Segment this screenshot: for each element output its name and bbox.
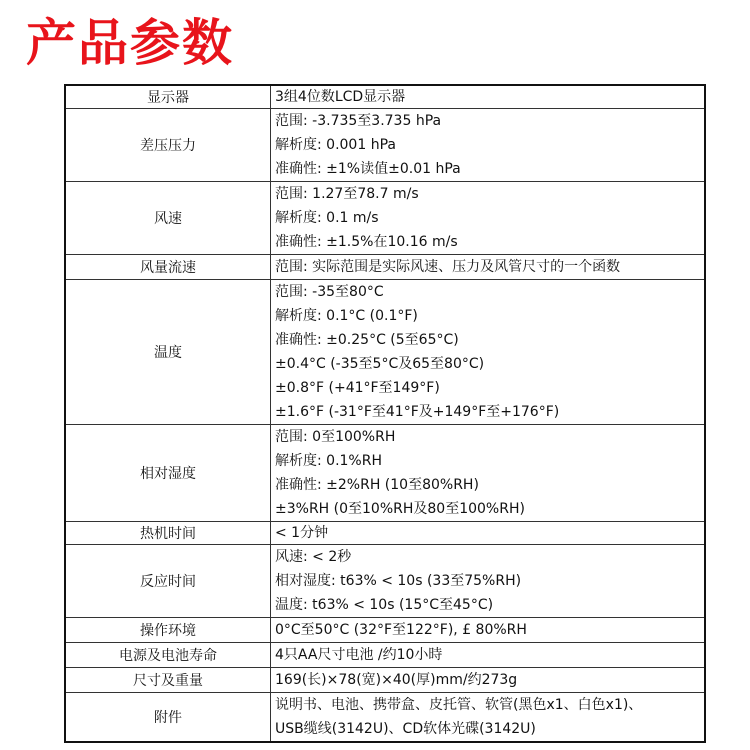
table-row — [65, 109, 705, 182]
row-label: 热机时间 — [65, 522, 271, 545]
spec-table — [64, 84, 706, 743]
value-line: 解析度: 0.1°C (0.1°F) — [275, 308, 418, 324]
table-row — [65, 693, 705, 743]
table-row — [65, 280, 705, 425]
value-line: 范围: -35至80°C — [275, 284, 384, 300]
table-row — [65, 643, 705, 668]
table-row — [65, 425, 705, 522]
value-line: 温度: t63% < 10s (15°C至45°C) — [275, 597, 494, 613]
value-line: 风速: < 2秒 — [275, 549, 352, 565]
value-line: ±1.6°F (-31°F至41°F及+149°F至+176°F) — [275, 404, 560, 420]
table-row — [65, 618, 705, 643]
value-line: < 1分钟 — [275, 525, 329, 541]
row-value — [271, 255, 706, 280]
value-line: 准确性: ±1%读值±0.01 hPa — [275, 161, 461, 177]
value-line: 相对湿度: t63% < 10s (33至75%RH) — [275, 573, 522, 589]
row-label: 温度 — [65, 280, 271, 425]
value-line: 范围: -3.735至3.735 hPa — [275, 113, 442, 129]
value-line: 范围: 0至100%RH — [275, 429, 396, 445]
row-label: 附件 — [65, 693, 271, 743]
page-title: 产品参数 — [26, 13, 234, 72]
row-value — [271, 280, 706, 425]
table-row — [65, 255, 705, 280]
row-label: 显示器 — [65, 85, 271, 109]
value-line: ±0.4°C (-35至5°C及65至80°C) — [275, 356, 485, 372]
table-row — [65, 85, 705, 109]
row-label: 差压压力 — [65, 109, 271, 182]
row-value — [271, 693, 706, 743]
value-line: 说明书、电池、携带盒、皮托管、软管(黑色x1、白色x1)、 — [275, 697, 643, 713]
value-line: 准确性: ±2%RH (10至80%RH) — [275, 477, 479, 493]
value-line: 4只AA尺寸电池 /约10小時 — [275, 647, 443, 663]
row-value — [271, 109, 706, 182]
value-line: 范围: 1.27至78.7 m/s — [275, 186, 419, 202]
row-label: 尺寸及重量 — [65, 668, 271, 693]
row-value — [271, 522, 706, 545]
value-line: 准确性: ±1.5%在10.16 m/s — [275, 234, 458, 250]
row-value — [271, 618, 706, 643]
table-row — [65, 522, 705, 545]
spec-table-body — [65, 85, 705, 742]
table-row — [65, 545, 705, 618]
value-line: ±0.8°F (+41°F至149°F) — [275, 380, 440, 396]
value-line: 0°C至50°C (32°F至122°F), £ 80%RH — [275, 622, 527, 638]
value-line: 解析度: 0.001 hPa — [275, 137, 396, 153]
row-label: 电源及电池寿命 — [65, 643, 271, 668]
value-line: ±3%RH (0至10%RH及80至100%RH) — [275, 501, 525, 517]
row-value — [271, 182, 706, 255]
value-line: 解析度: 0.1 m/s — [275, 210, 379, 226]
row-label: 风量流速 — [65, 255, 271, 280]
table-row — [65, 668, 705, 693]
value-line: USB缆线(3142U)、CD软体光碟(3142U) — [275, 721, 536, 737]
value-line: 范围: 实际范围是实际风速、压力及风管尺寸的一个函数 — [275, 259, 621, 275]
value-line: 169(长)×78(宽)×40(厚)mm/约273g — [275, 672, 518, 688]
row-value — [271, 668, 706, 693]
row-label: 操作环境 — [65, 618, 271, 643]
row-value — [271, 545, 706, 618]
row-label: 风速 — [65, 182, 271, 255]
row-value — [271, 425, 706, 522]
table-row — [65, 182, 705, 255]
value-line: 解析度: 0.1%RH — [275, 453, 382, 469]
row-value — [271, 643, 706, 668]
value-line: 准确性: ±0.25°C (5至65°C) — [275, 332, 459, 348]
row-label: 相对湿度 — [65, 425, 271, 522]
value-line: 3组4位数LCD显示器 — [275, 89, 406, 105]
row-label: 反应时间 — [65, 545, 271, 618]
row-value — [271, 85, 706, 109]
